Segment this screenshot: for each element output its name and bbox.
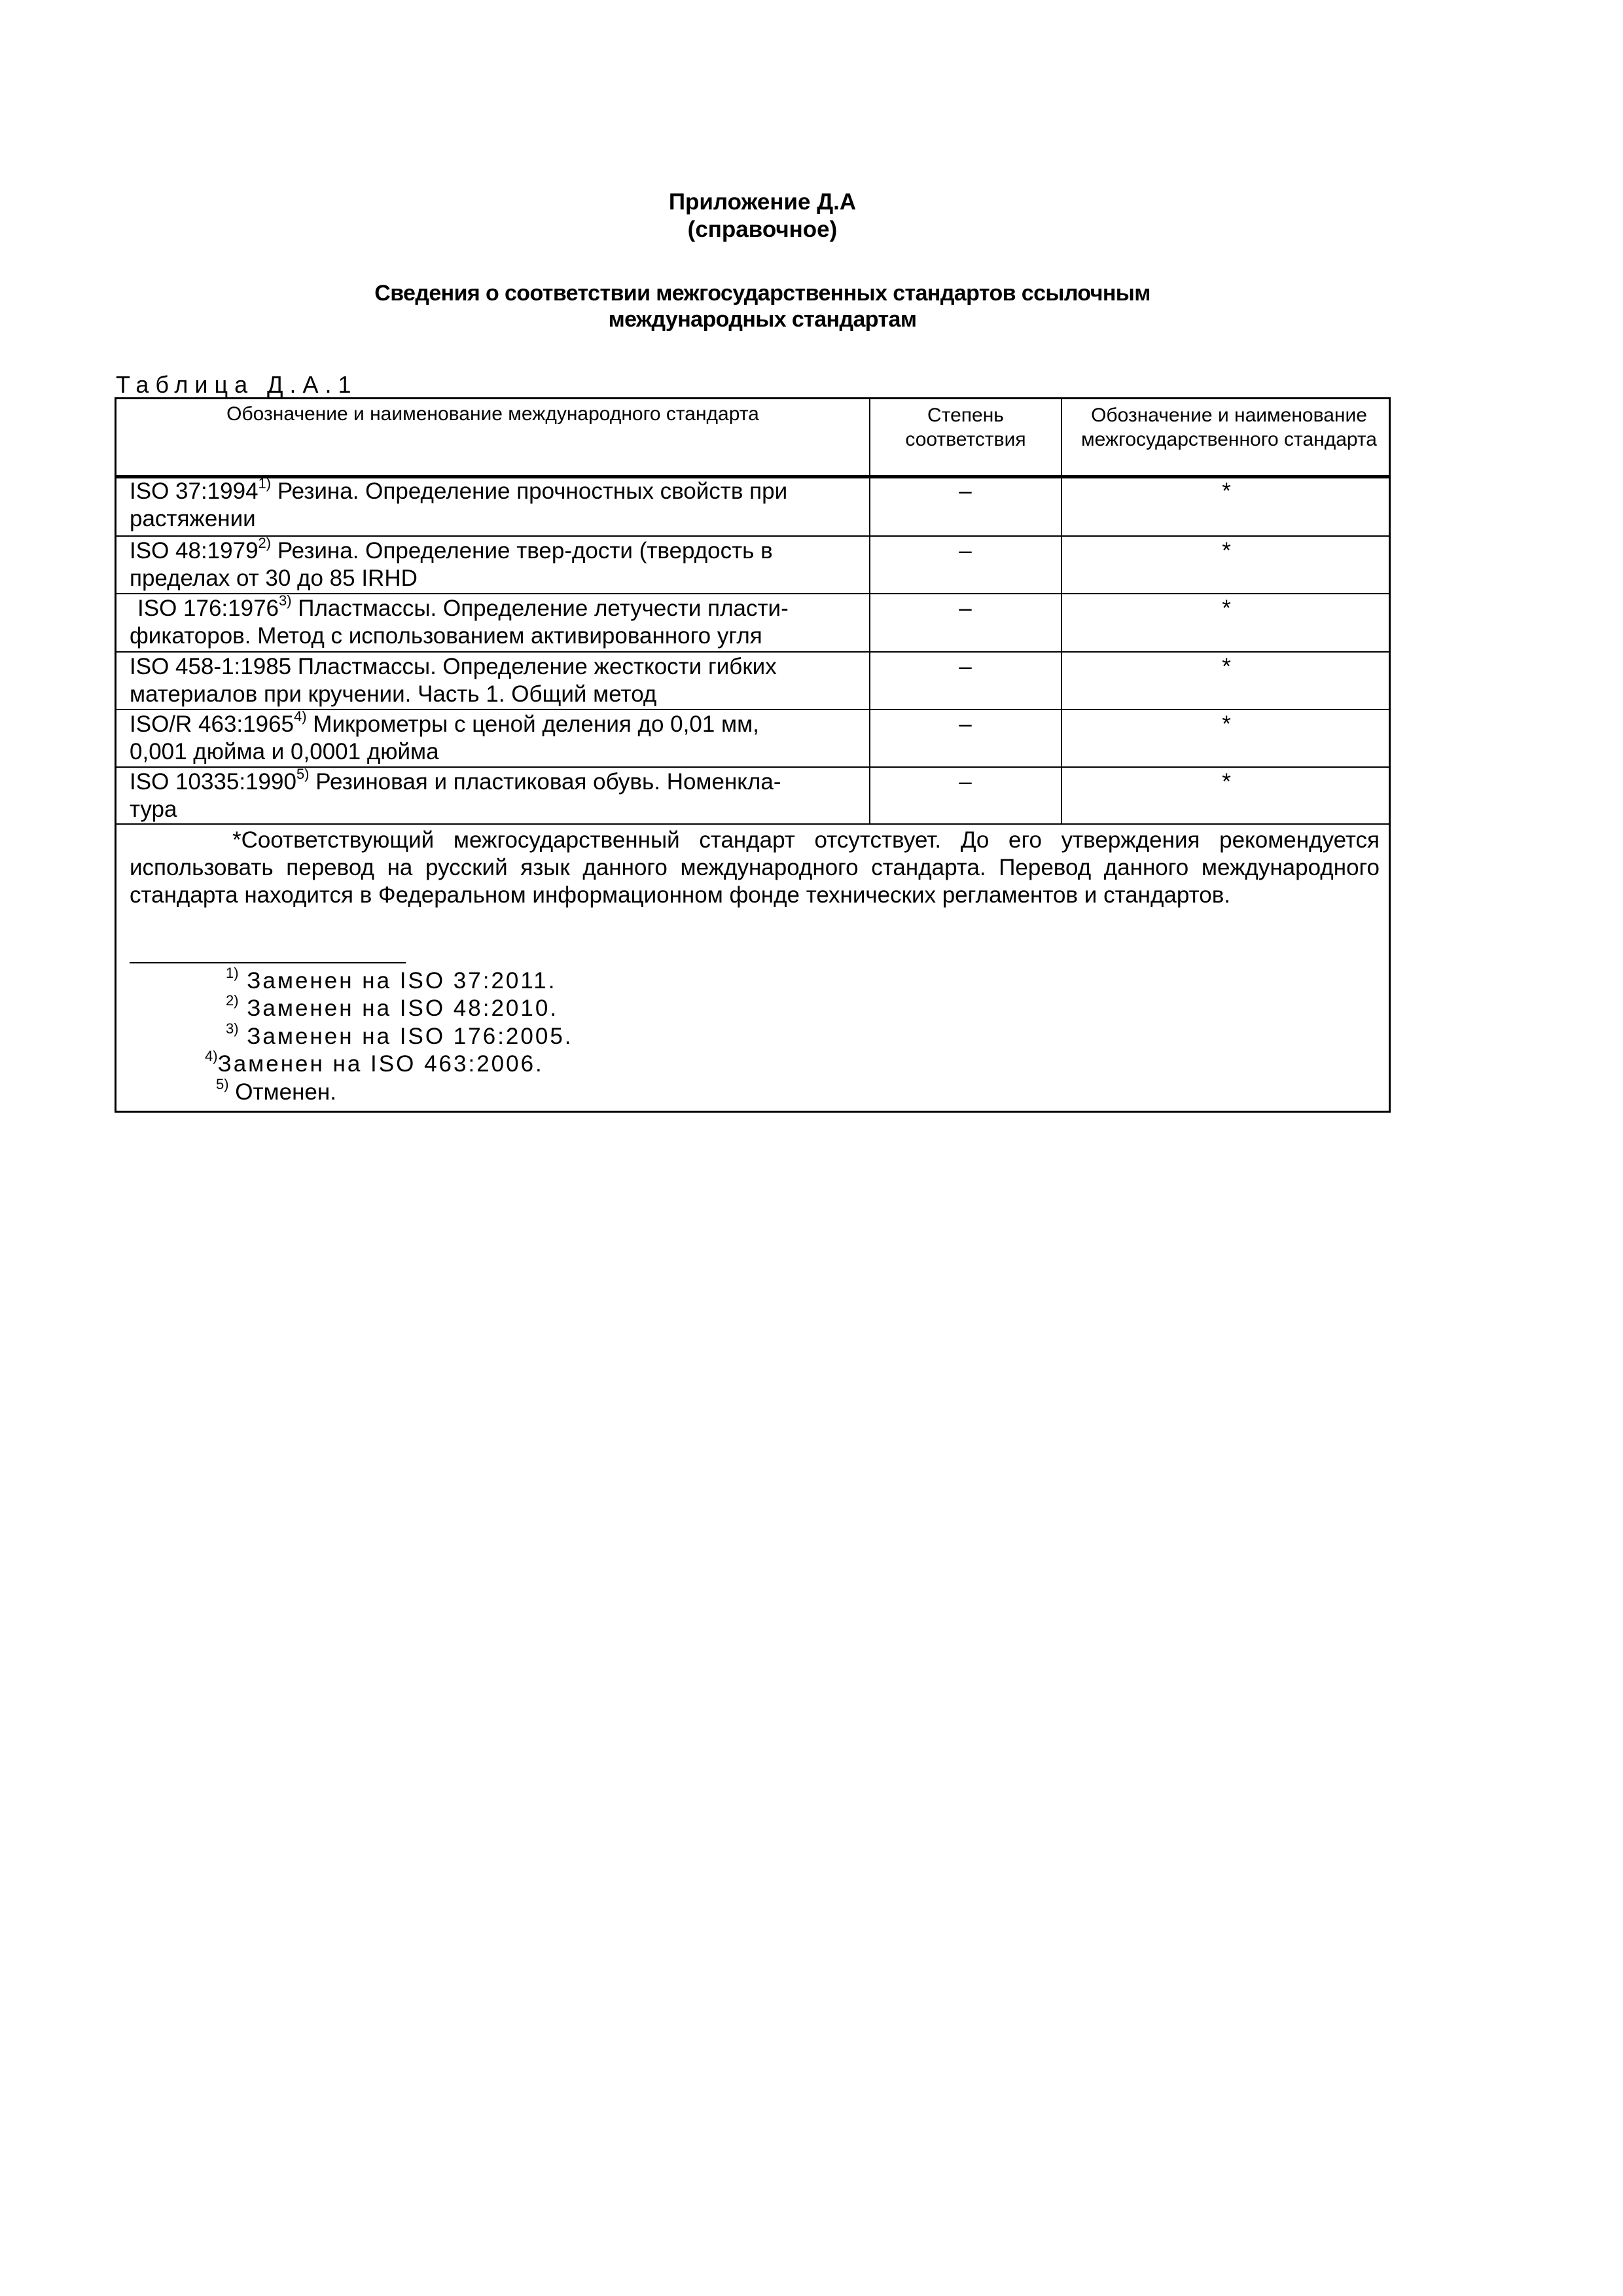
appendix-subtitle: (справочное) bbox=[687, 217, 838, 242]
table-row-cell-international: ISO 176:1976$^{3)}$ Пластмассы. Определение летучести пласти- фикаторов. Метод с использованием активированного угля bbox=[130, 592, 789, 649]
table-row-cell-international: ISO 10335:1990$^{5)}$ Резиновая и пластиковая обувь. Номенкла- тура bbox=[130, 766, 781, 822]
table-row-cell-interstate: * bbox=[1222, 538, 1231, 564]
table-row-cell-interstate: * bbox=[1222, 478, 1231, 504]
header-interstate-standard: Обозначение и наименование межгосударственного стандарта bbox=[1081, 404, 1377, 450]
header-international-standard: Обозначение и наименование международного стандарта bbox=[226, 403, 759, 425]
table-note: *Соответствующий межгосударственный стандарт отсутствует. До его утверждения рекомендуется использовать перевод на русский язык данного международного стандарта. Перевод данного международного стандарта находится в Федеральном информационном фонде технических регламентов и стандартов. bbox=[130, 827, 1380, 908]
footnote: $^{2)}$ Заменен на ISO 48:2010. bbox=[226, 992, 559, 1021]
table-row-cell-interstate: * bbox=[1222, 711, 1231, 737]
footnote-separator bbox=[130, 962, 406, 963]
table-row-cell-degree: – bbox=[959, 769, 972, 795]
heading-line-1: Сведения о соответствии межгосударственных стандартов ссылочным bbox=[374, 281, 1150, 306]
table-row-cell-international: ISO/R 463:1965$^{4)}$ Микрометры с ценой деления до 0,01 мм, 0,001 дюйма и 0,0001 дюйма bbox=[130, 708, 759, 764]
row-divider bbox=[116, 593, 1389, 594]
table-row-cell-degree: – bbox=[959, 711, 972, 737]
table-row-cell-interstate: * bbox=[1222, 769, 1231, 795]
footnote: $^{5)}$ Отменен. bbox=[216, 1076, 336, 1105]
row-divider bbox=[116, 823, 1389, 825]
table-row-cell-interstate: * bbox=[1222, 596, 1231, 621]
table-row-cell-degree: – bbox=[959, 596, 972, 621]
table-row-cell-degree: – bbox=[959, 478, 972, 504]
standards-table bbox=[115, 397, 1391, 1113]
table-row-cell-degree: – bbox=[959, 538, 972, 564]
heading-line-2: международных стандартам bbox=[608, 307, 917, 332]
footnote: $^{1)}$ Заменен на ISO 37:2011. bbox=[226, 965, 557, 994]
appendix-header bbox=[0, 188, 1525, 243]
appendix-title: Приложение Д.А bbox=[668, 189, 857, 215]
footnote: $^{3)}$ Заменен на ISO 176:2005. bbox=[226, 1020, 573, 1049]
header-degree: Степень соответствия bbox=[905, 404, 1026, 450]
table-row-cell-interstate: * bbox=[1222, 654, 1231, 679]
table-row-cell-international: ISO 48:1979$^{2)}$ Резина. Определение твер-дости (твердость в пределах от 30 до 85 IRHD bbox=[130, 535, 773, 591]
table-row-cell-degree: – bbox=[959, 654, 972, 679]
document-heading bbox=[0, 280, 1525, 332]
footnote: $^{4)}$Заменен на ISO 463:2006. bbox=[205, 1048, 544, 1077]
table-caption: Таблица Д.А.1 bbox=[116, 371, 358, 398]
row-divider bbox=[116, 535, 1389, 537]
table-row-cell-international: ISO 37:1994$^{1)}$ Резина. Определение прочностных свойств при растяжении bbox=[130, 475, 788, 531]
row-divider bbox=[116, 651, 1389, 653]
row-divider bbox=[116, 709, 1389, 710]
table-row-cell-international: ISO 458-1:1985 Пластмассы. Определение жесткости гибких материалов при кручении. Часть 1. Общий метод bbox=[130, 654, 777, 707]
